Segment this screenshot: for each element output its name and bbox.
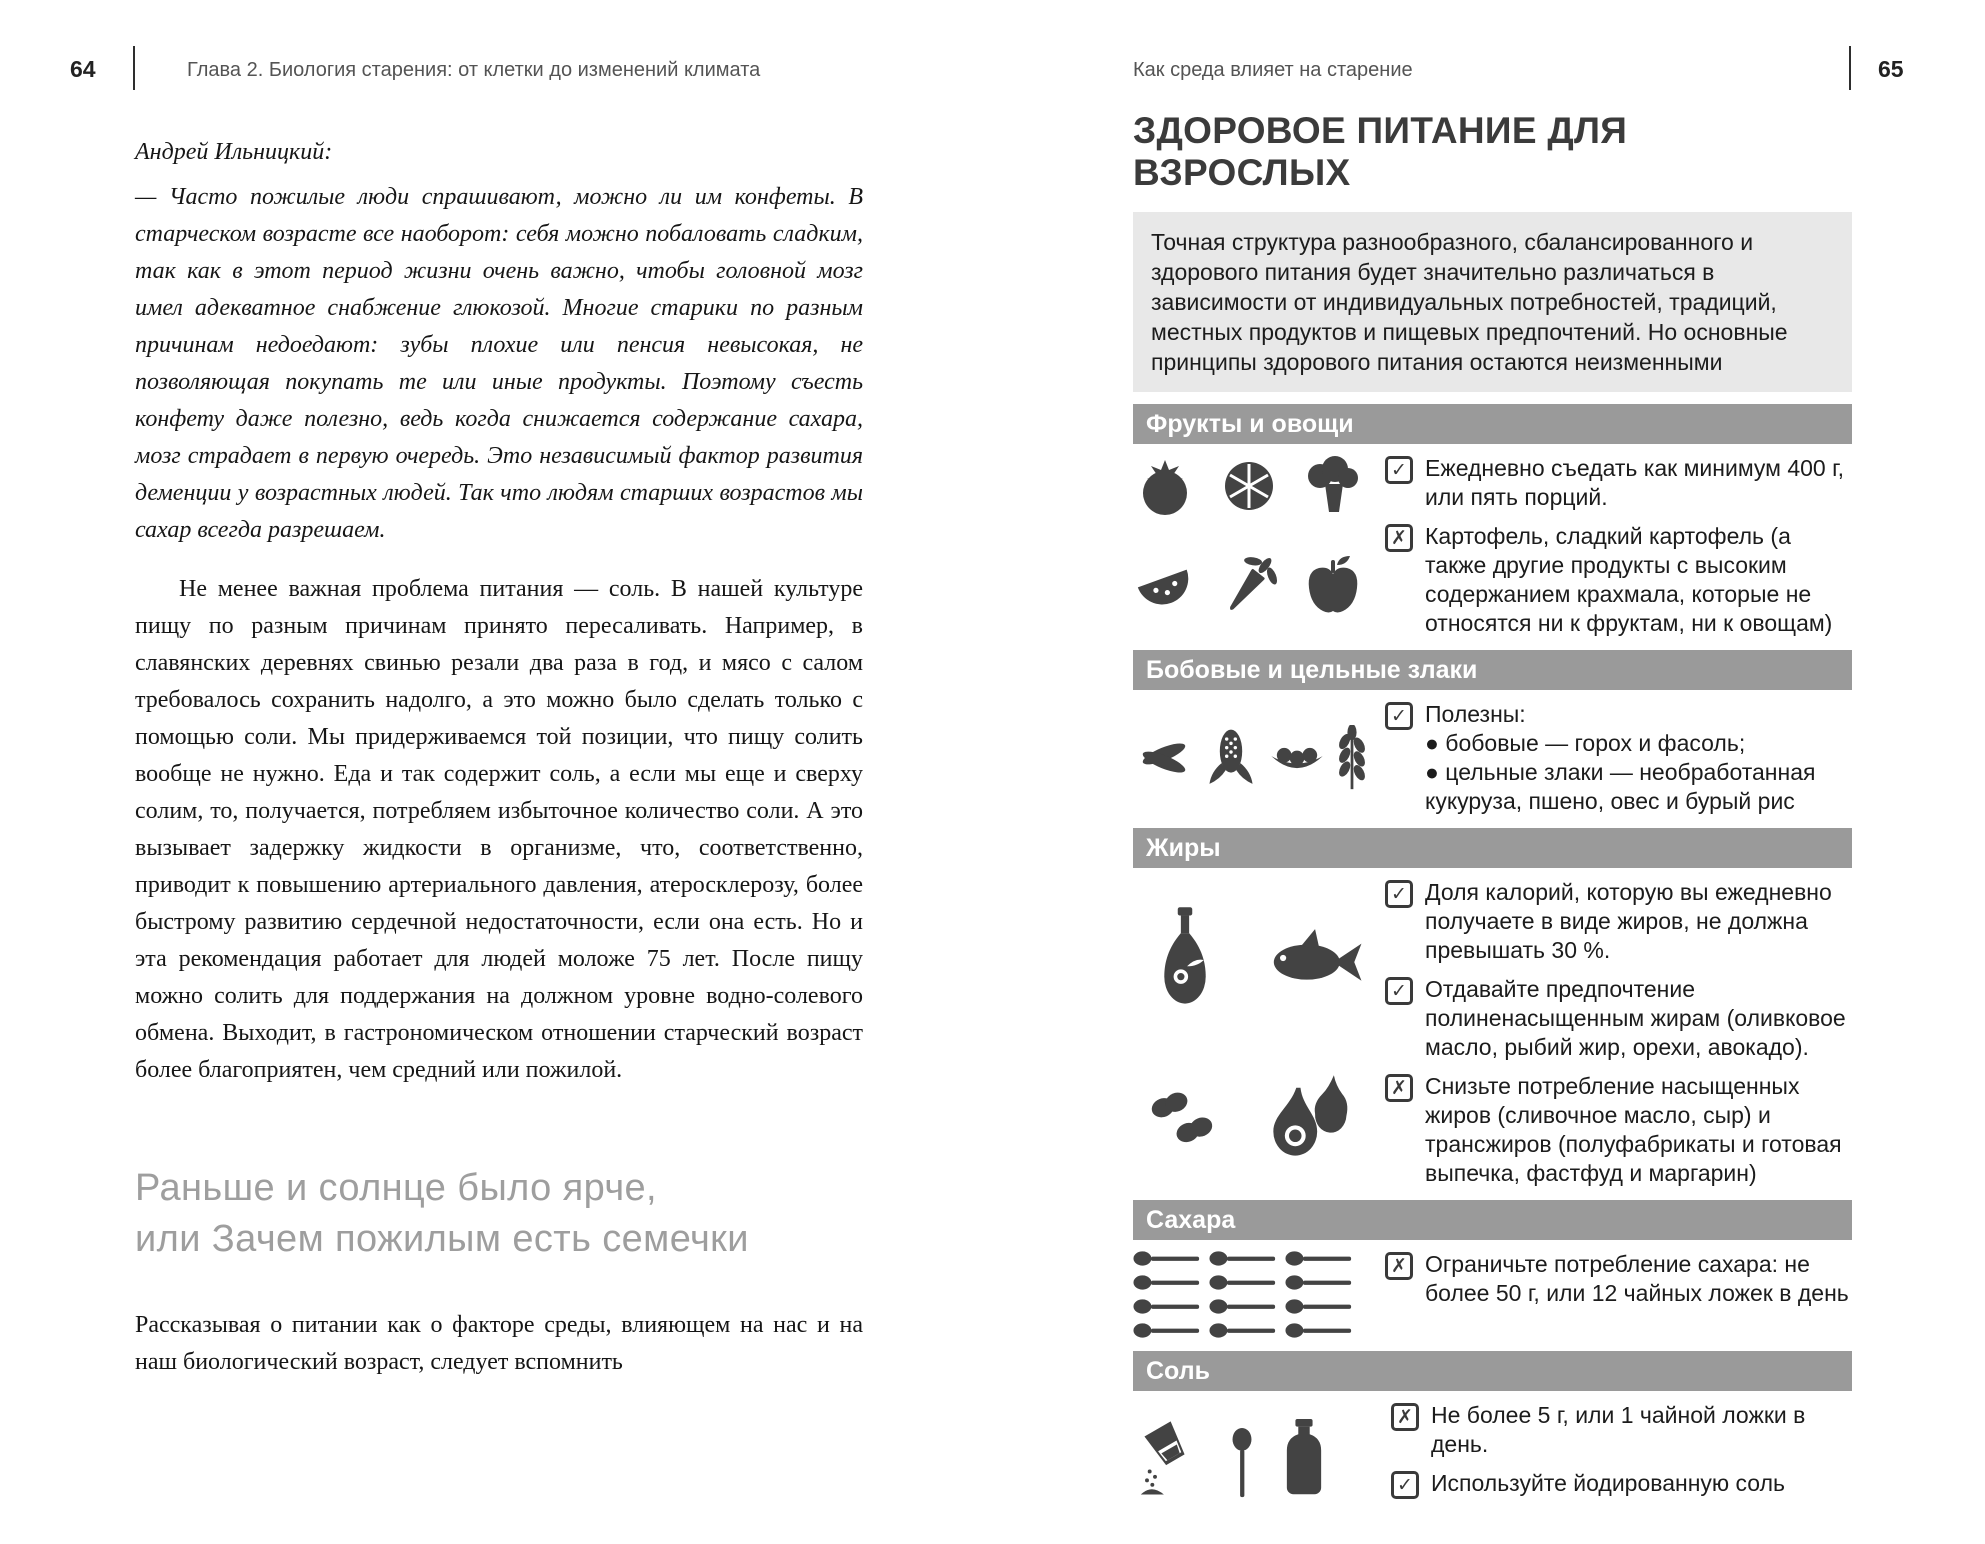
fish-icon <box>1261 925 1365 991</box>
list-item <box>1391 1401 1852 1459</box>
fats-icons <box>1133 878 1385 1188</box>
wheat-icon <box>1335 725 1369 791</box>
spoon-icon <box>1285 1298 1353 1315</box>
section-heading-line2: или Зачем пожилым есть семечки <box>135 1218 749 1260</box>
item-text: Используйте йодированную соль <box>1431 1470 1785 1496</box>
sugar-spoons-icons <box>1133 1250 1385 1339</box>
right-running-head: Как среда влияет на старение <box>1133 59 1413 81</box>
section-bar: Жиры <box>1133 828 1852 868</box>
spoon-icon <box>1133 1274 1201 1291</box>
tomato-icon <box>1133 454 1197 518</box>
item-text: Отдавайте предпочтение полиненасыщенным жирам (оливковое масло, рыбий жир, орехи, авокадо). <box>1425 976 1846 1060</box>
checkbox-checked-icon <box>1385 880 1413 908</box>
checkbox-crossed-icon <box>1385 1074 1413 1102</box>
section-bar: Фрукты и овощи <box>1133 404 1852 444</box>
oil-bottle-icon <box>1156 906 1214 1010</box>
list-item <box>1391 1469 1852 1499</box>
carrot-icon <box>1217 554 1281 618</box>
item-text: Картофель, сладкий картофель (а также другие продукты с высоким содержанием крахмала, которые не относятся ни к фруктам, ни к овощам) <box>1425 523 1833 636</box>
salt-bottle-icon <box>1281 1419 1327 1499</box>
spoon-icon <box>1285 1274 1353 1291</box>
checkbox-crossed-icon <box>1385 1252 1413 1280</box>
checkbox-checked-icon <box>1385 456 1413 484</box>
apple-icon <box>1301 554 1365 618</box>
salt-pour-icon <box>1139 1419 1203 1499</box>
item-text: Полезны: <box>1425 701 1526 727</box>
watermelon-icon <box>1133 554 1197 618</box>
checkbox-checked-icon <box>1391 1471 1419 1499</box>
section-heading <box>135 1163 863 1265</box>
bullet-line: ● бобовые — горох и фасоль; <box>1425 730 1746 756</box>
spoon-icon <box>1209 1298 1277 1315</box>
right-header-divider <box>1849 46 1851 90</box>
section-bar: Сахара <box>1133 1200 1852 1240</box>
paragraph-salt: Не менее важная проблема питания — соль. В нашей культуре пищу по разным причинам принято пересаливать. Например, в славянских деревнях свинью резали два раза в год, и мясо с салом требовалось сохранить надолго, а это можно было сделать только с помощью соли. Мы придерживаемся той позиции, что пищу солить вообще не нужно. Еда и так содержит соль, а если мы еще и сверху солим, то, получается, потребляем избыточное количество соли. А это вызывает задержку жидкости в организме, что, соответственно, приводит к повышению артериального давления, атеросклерозу, более быстрому развитию сердечной недостаточности, если она есть. Но и эта рекомендация работает для людей моложе 75 лет. После пищу можно солить для поддержания на должном уровне водно-солевого обмена. Выходит, в гастрономическом отношении старческий возраст более благоприятен, чем средний или пожилой. <box>135 576 863 1083</box>
right-page <box>1133 110 1852 1501</box>
bean-pods-icon <box>1133 732 1195 784</box>
item-text: Снизьте потребление насыщенных жиров (сливочное масло, сыр) и трансжиров (полуфабрикаты и готовая выпечка, фастфуд и маргарин) <box>1425 1073 1842 1186</box>
bullet-line: ● цельные злаки — необработанная кукуруза, пшено, овес и бурый рис <box>1425 759 1816 814</box>
spoon-icon <box>1285 1250 1353 1267</box>
quote-paragraph: — Часто пожилые люди спрашивают, можно ли им конфеты. В старческом возрасте все наоборот: себя можно побаловать сладким, так как в этот период жизни очень важно, чтобы головной мозг имел адекватное снабжение глюкозой. Многие старики по разным причинам недоедают: зубы плохие или пенсия невысокая, не позволяющая покупать те или иные продукты. Поэтому съесть конфету даже полезно, ведь когда снижается содержание сахара, мозг страдает в первую очередь. Это независимый фактор развития деменции у возрастных людей. Так что людям старших возрастов мы сахар всегда разрешаем. <box>135 184 863 543</box>
item-text: Ежедневно съедать как минимум 400 г, или пять порций. <box>1425 455 1845 510</box>
legumes-icons <box>1133 700 1385 816</box>
list-item <box>1385 975 1852 1062</box>
paragraph-seeds: Рассказывая о питании как о факторе среды, влияющем на нас и на наш биологический возраст, следует вспомнить <box>135 1312 863 1375</box>
list-item <box>1385 878 1852 965</box>
list-item <box>1385 700 1852 816</box>
spoon-icon <box>1209 1250 1277 1267</box>
list-item <box>1385 1250 1852 1308</box>
infographic-title: ЗДОРОВОЕ ПИТАНИЕ ДЛЯ ВЗРОСЛЫХ <box>1133 110 1628 193</box>
quote-author: Андрей Ильницкий: <box>135 139 333 165</box>
left-page-number: 64 <box>70 56 96 82</box>
section-heading-line1: Раньше и солнце было ярче, <box>135 1167 658 1209</box>
spoon-vertical-icon <box>1231 1427 1253 1499</box>
right-page-number: 65 <box>1878 56 1904 82</box>
fruits-icons <box>1133 454 1385 638</box>
left-header-divider <box>133 46 135 90</box>
checkbox-crossed-icon <box>1391 1403 1419 1431</box>
citrus-slice-icon <box>1217 454 1281 518</box>
left-running-head: Глава 2. Биология старения: от клетки до изменений климата <box>187 59 761 81</box>
section-legumes-grains <box>1133 650 1852 818</box>
spoon-icon <box>1133 1298 1201 1315</box>
list-item <box>1385 454 1852 512</box>
spoon-icon <box>1209 1322 1277 1339</box>
item-text: Не более 5 г, или 1 чайной ложки в день. <box>1431 1402 1806 1457</box>
left-page <box>135 134 863 1381</box>
spoon-icon <box>1209 1274 1277 1291</box>
checkbox-crossed-icon <box>1385 524 1413 552</box>
item-text: Доля калорий, которую вы ежедневно получаете в виде жиров, не должна превышать 30 %. <box>1425 879 1832 963</box>
peanuts-icon <box>1147 1086 1223 1148</box>
broccoli-icon <box>1301 454 1365 518</box>
checkbox-checked-icon <box>1385 977 1413 1005</box>
checkbox-checked-icon <box>1385 702 1413 730</box>
item-text: Ограничьте потребление сахара: не более 50 г, или 12 чайных ложек в день <box>1425 1251 1849 1306</box>
section-salt <box>1133 1351 1852 1501</box>
infographic-intro: Точная структура разнообразного, сбалансированного и здорового питания будет значительно различаться в зависимости от индивидуальных потребностей, традиций, местных продуктов и пищевых предпочтений. Но основные принципы здорового питания остаются неизменными <box>1133 212 1852 392</box>
section-sugars <box>1133 1200 1852 1341</box>
section-fats <box>1133 828 1852 1190</box>
corn-icon <box>1203 727 1259 789</box>
avocado-icon <box>1265 1073 1361 1161</box>
spoon-icon <box>1133 1322 1201 1339</box>
section-bar: Бобовые и цельные злаки <box>1133 650 1852 690</box>
section-bar: Соль <box>1133 1351 1852 1391</box>
spoon-icon <box>1285 1322 1353 1339</box>
salt-icons <box>1133 1401 1391 1499</box>
section-fruits-vegetables <box>1133 404 1852 640</box>
list-item <box>1385 1072 1852 1188</box>
spoon-icon <box>1133 1250 1201 1267</box>
pea-pod-icon <box>1267 736 1327 780</box>
list-item <box>1385 522 1852 638</box>
